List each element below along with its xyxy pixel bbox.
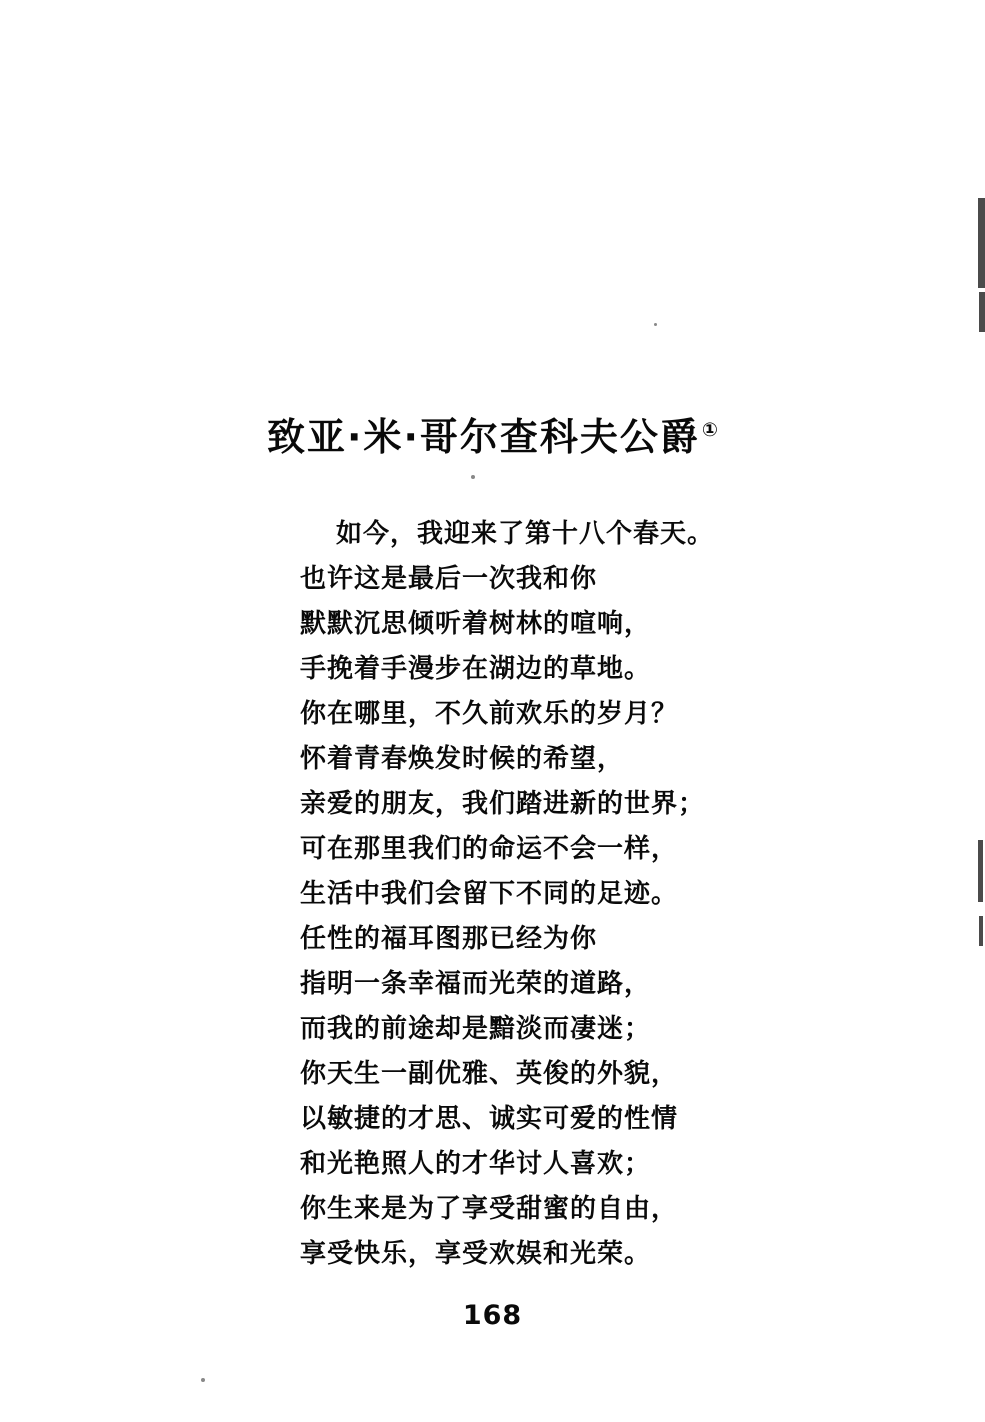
- page-number: 168: [462, 1300, 523, 1331]
- poem-line: 你天生一副优雅、英俊的外貌，: [300, 1059, 679, 1089]
- poem-line: 你在哪里，不久前欢乐的岁月？: [300, 699, 679, 729]
- poem-line: 也许这是最后一次我和你: [300, 564, 598, 594]
- poem-line: 亲爱的朋友，我们踏进新的世界；: [300, 789, 706, 819]
- scan-artifact-mark: [978, 840, 983, 902]
- scan-artifact-mark: [979, 292, 985, 332]
- poem-line: 怀着青春焕发时候的希望，: [300, 744, 625, 774]
- poem-body: [300, 512, 760, 1277]
- poem-line: 以敏捷的才思、诚实可爱的性情: [300, 1104, 679, 1134]
- poem-line: 享受快乐，享受欢娱和光荣。: [300, 1239, 652, 1269]
- page-title: [0, 406, 985, 461]
- scan-artifact-mark: [979, 916, 983, 946]
- poem-line: 指明一条幸福而光荣的道路，: [300, 969, 652, 999]
- poem-line: 生活中我们会留下不同的足迹。: [300, 879, 679, 909]
- poem-line: 和光艳照人的才华讨人喜欢；: [300, 1149, 652, 1179]
- poem-line: 手挽着手漫步在湖边的草地。: [300, 654, 652, 684]
- poem-line: 可在那里我们的命运不会一样，: [300, 834, 679, 864]
- scan-speck: [201, 1378, 205, 1382]
- footnote-marker: ①: [701, 419, 718, 442]
- scan-artifact-mark: [978, 198, 985, 288]
- poem-line: 而我的前途却是黯淡而凄迷；: [300, 1014, 652, 1044]
- scan-speck: [654, 323, 657, 326]
- poem-line: 默默沉思倾听着树林的喧响，: [300, 609, 652, 639]
- page-title-text: 致亚·米·哥尔查科夫公爵: [267, 415, 700, 459]
- poem-line: 你生来是为了享受甜蜜的自由，: [300, 1194, 679, 1224]
- scan-speck: [471, 475, 475, 479]
- poem-line: 任性的福耳图那已经为你: [300, 924, 598, 954]
- poem-line: 如今，我迎来了第十八个春天。: [336, 519, 715, 549]
